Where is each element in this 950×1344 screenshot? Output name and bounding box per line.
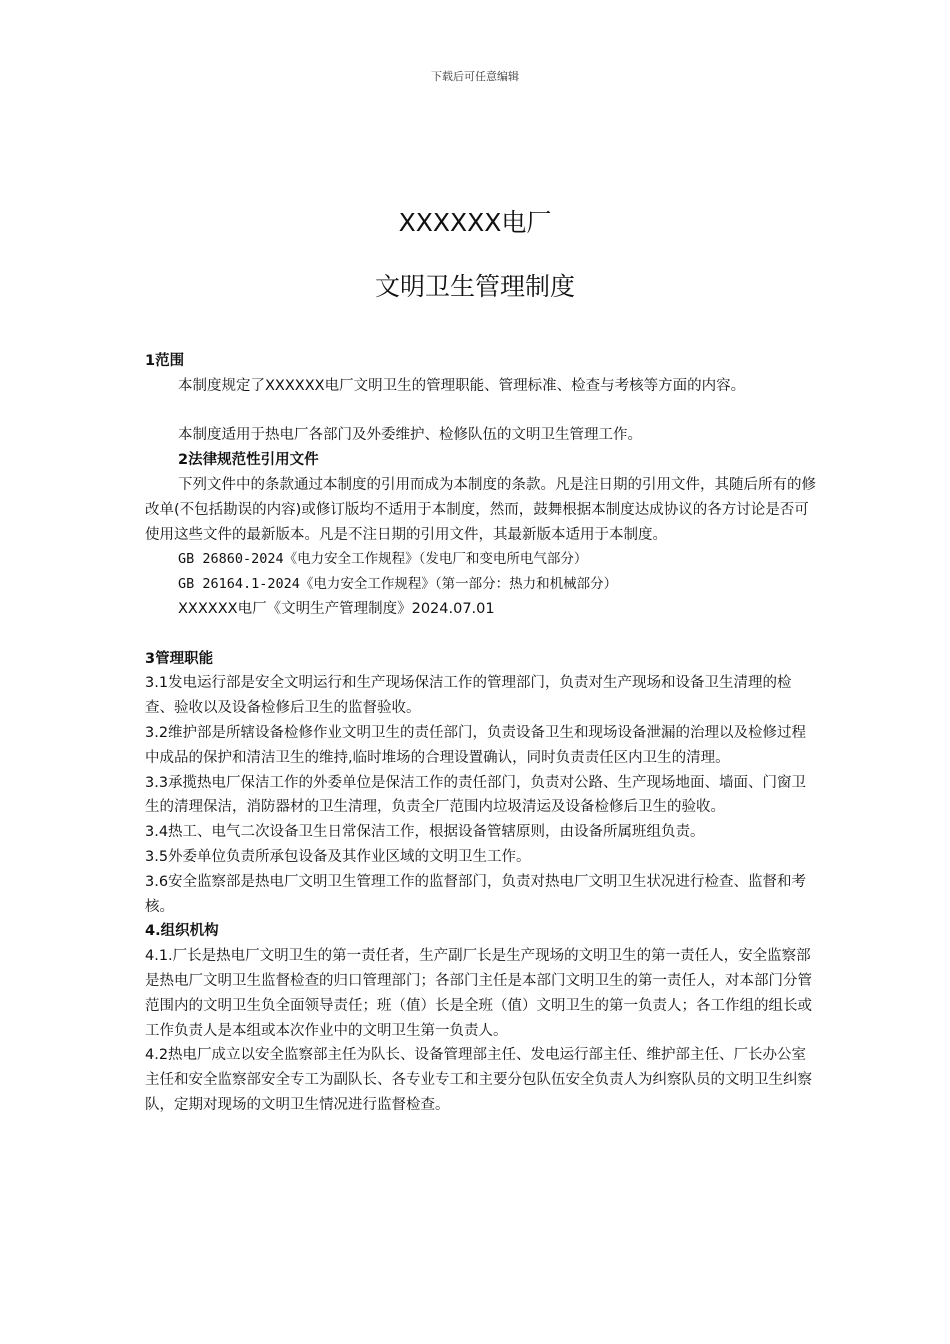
clause-4-1: 4.1.厂长是热电厂文明卫生的第一责任者，生产副厂长是生产现场的文明卫生的第一责任人，安全监察部是热电厂文明卫生监督检查的归口管理部门；各部门主任是本部门文明卫生的第一责任人，对本部门分管范围内的文明卫生负全面领导责任；班（值）长是全班（值）文明卫生的第一负责人；各工作组的组长或工作负责人是本组或本次作业中的文明卫生第一负责人。 — [145, 948, 812, 1039]
section-2-heading: 2法律规范性引用文件 — [178, 452, 319, 469]
section-1-paragraph-applicability: 本制度适用于热电厂各部门及外委维护、检修队伍的文明卫生管理工作。 — [178, 427, 642, 444]
reference-gb-26164: GB 26164.1-2024《电力安全工作规程》（第一部分：热力和机械部分） — [178, 576, 618, 593]
section-3-heading: 3管理职能 — [145, 650, 214, 667]
spacer — [145, 399, 817, 424]
clause-3-3: 3.3承揽热电厂保洁工作的外委单位是保洁工作的责任部门，负责对公路、生产现场地面、墙面、门窗卫生的清理保洁，消防器材的卫生清理，负责全厂范围内垃圾清运及设备检修后卫生的验收。 — [145, 774, 807, 816]
header-note: 下载后可任意编辑 — [431, 70, 519, 83]
clause-3-6: 3.6安全监察部是热电厂文明卫生管理工作的监督部门，负责对热电厂文明卫生状况进行检查、监督和考核。 — [145, 873, 807, 915]
reference-gb-26860: GB 26860-2024《电力安全工作规程》（发电厂和变电所电气部分） — [178, 551, 588, 568]
section-1-heading: 1范围 — [145, 353, 185, 369]
reference-plant-regulation: XXXXXX电厂《文明生产管理制度》2024.07.01 — [178, 600, 495, 617]
document-title-regulation: 文明卫生管理制度 — [374, 272, 575, 301]
clause-3-1: 3.1发电运行部是安全文明运行和生产现场保洁工作的管理部门，负责对生产现场和设备卫生清理的检查、验收以及设备检修后卫生的监督验收。 — [145, 675, 792, 717]
clause-4-2: 4.2热电厂成立以安全监察部主任为队长、设备管理部主任、发电运行部主任、维护部主任、厂长办公室主任和安全监察部安全专工为副队长、各专业专工和主要分包队伍安全负责人为纠察队员的文明卫生纠察队，定期对现场的文明卫生情况进行监督检查。 — [145, 1047, 812, 1113]
spacer — [145, 622, 817, 647]
section-4-heading: 4.组织机构 — [145, 923, 219, 940]
document-title-plant: XXXXXX电厂 — [398, 208, 552, 237]
clause-3-4: 3.4热工、电气二次设备卫生日常保洁工作，根据设备管辖原则，由设备所属班组负责。 — [145, 824, 705, 841]
section-2-paragraph: 下列文件中的条款通过本制度的引用而成为本制度的条款。凡是注日期的引用文件，其随后所有的修改单(不包括勘误的内容)或修订版均不适用于本制度，然而，鼓舞根据本制度达成协议的各方讨论是否可使用这些文件的最新版本。凡是不注日期的引用文件，其最新版本适用于本制度。 — [145, 476, 816, 543]
clause-3-2: 3.2维护部是所辖设备检修作业文明卫生的责任部门，负责设备卫生和现场设备泄漏的治理以及检修过程中成品的保护和清洁卫生的维持,临时堆场的合理设置确认，同时负责责任区内卫生的清理。 — [145, 724, 807, 766]
section-1-paragraph-scope: 本制度规定了XXXXXX电厂文明卫生的管理职能、管理标准、检查与考核等方面的内容。 — [178, 377, 746, 394]
document-body — [145, 349, 817, 1118]
clause-3-5: 3.5外委单位负责所承包设备及其作业区域的文明卫生工作。 — [145, 848, 531, 865]
